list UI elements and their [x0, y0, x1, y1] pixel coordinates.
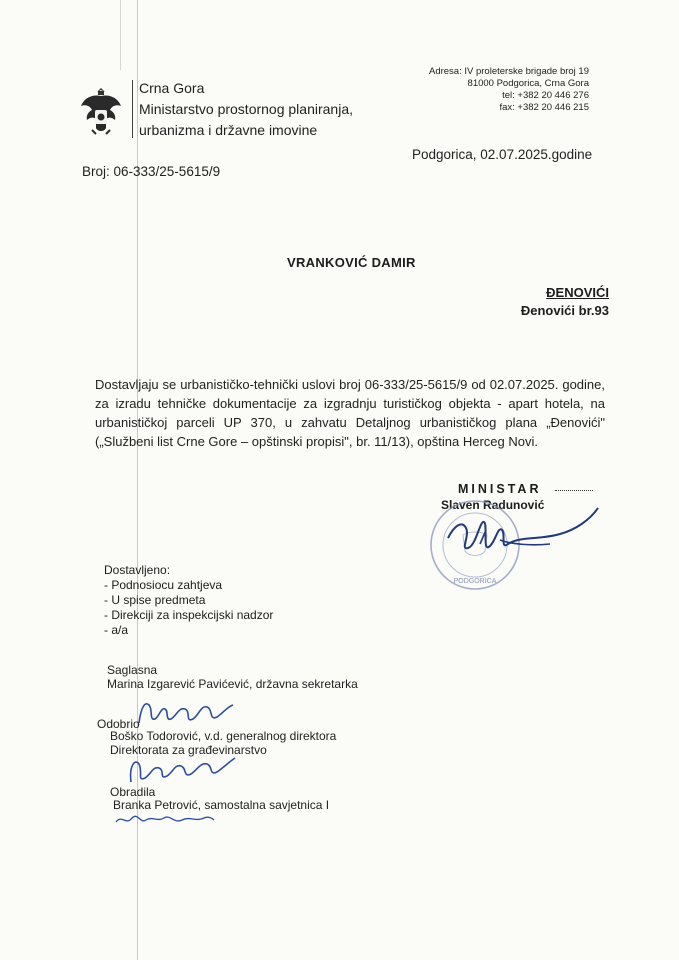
prepared-label: Obradila — [110, 785, 156, 799]
coat-of-arms-icon — [78, 84, 124, 138]
dotted-line — [555, 490, 593, 491]
distribution-item: - Direkciji za inspekcijski nadzor — [104, 608, 274, 622]
header-separator — [132, 80, 133, 138]
address-fax: fax: +382 20 446 215 — [499, 102, 589, 113]
recipient-address: Đenovići br.93 — [520, 303, 609, 318]
prepared-name: Branka Petrović, samostalna savjetnica I — [113, 798, 330, 812]
approved-name: Boško Todorović, v.d. generalnog direktora — [110, 729, 337, 743]
address-city: 81000 Podgorica, Crna Gora — [467, 78, 589, 89]
address-block — [429, 66, 589, 114]
distribution-heading: Dostavljeno: — [104, 563, 171, 577]
body-line-2: za izradu tehničke dokumentacije za izgradnju turističkog objekta - apart hotela, na — [95, 396, 605, 411]
institution-block — [139, 78, 353, 141]
recipient-place: ĐENOVIĆI — [546, 285, 609, 300]
fold-line-top — [120, 0, 121, 70]
distribution-item: - Podnosiocu zahtjeva — [104, 578, 223, 592]
address-street: Adresa: IV proleterske brigade broj 19 — [428, 66, 589, 77]
body-line-1: Dostavljaju se urbanističko-tehnički uslovi broj 06-333/25-5615/9 od 02.07.2025. godine, — [95, 377, 605, 392]
distribution-item: - a/a — [104, 623, 129, 637]
distribution-item: - U spise predmeta — [104, 593, 206, 607]
minister-name: Slaven Radunović — [441, 498, 545, 512]
country-name: Crna Gora — [139, 80, 205, 96]
body-line-4: („Službeni list Crne Gore – opštinski propisi", br. 11/13), opština Herceg Novi. — [95, 434, 538, 449]
place-date: Podgorica, 02.07.2025.godine — [412, 147, 593, 162]
minister-signature-icon — [440, 500, 605, 570]
approval-signature-icon — [135, 697, 240, 729]
svg-text:PODGORICA: PODGORICA — [453, 578, 497, 585]
preparer-signature-icon — [112, 808, 217, 832]
address-phone: tel: +382 20 446 276 — [502, 90, 589, 101]
agreed-name: Marina Izgarević Pavićević, državna sekretarka — [107, 677, 358, 691]
body-paragraph — [95, 375, 605, 451]
agreed-label: Saglasna — [107, 663, 158, 677]
approved-label: Odobrio — [97, 717, 140, 731]
minister-title: MINISTAR — [458, 482, 542, 496]
approved-dept: Direktorata za građevinarstvo — [110, 743, 267, 757]
recipient-name: VRANKOVIĆ DAMIR — [287, 255, 416, 270]
body-line-3: urbanističkoj parceli UP 370, u zahvatu Detaljnog urbanističkog plana „Đenovići" — [95, 415, 605, 430]
document-number: Broj: 06-333/25-5615/9 — [82, 164, 221, 179]
ministry-name-cont: urbanizma i državne imovine — [139, 122, 318, 138]
ministry-name: Ministarstvo prostornog planiranja, — [139, 101, 353, 117]
